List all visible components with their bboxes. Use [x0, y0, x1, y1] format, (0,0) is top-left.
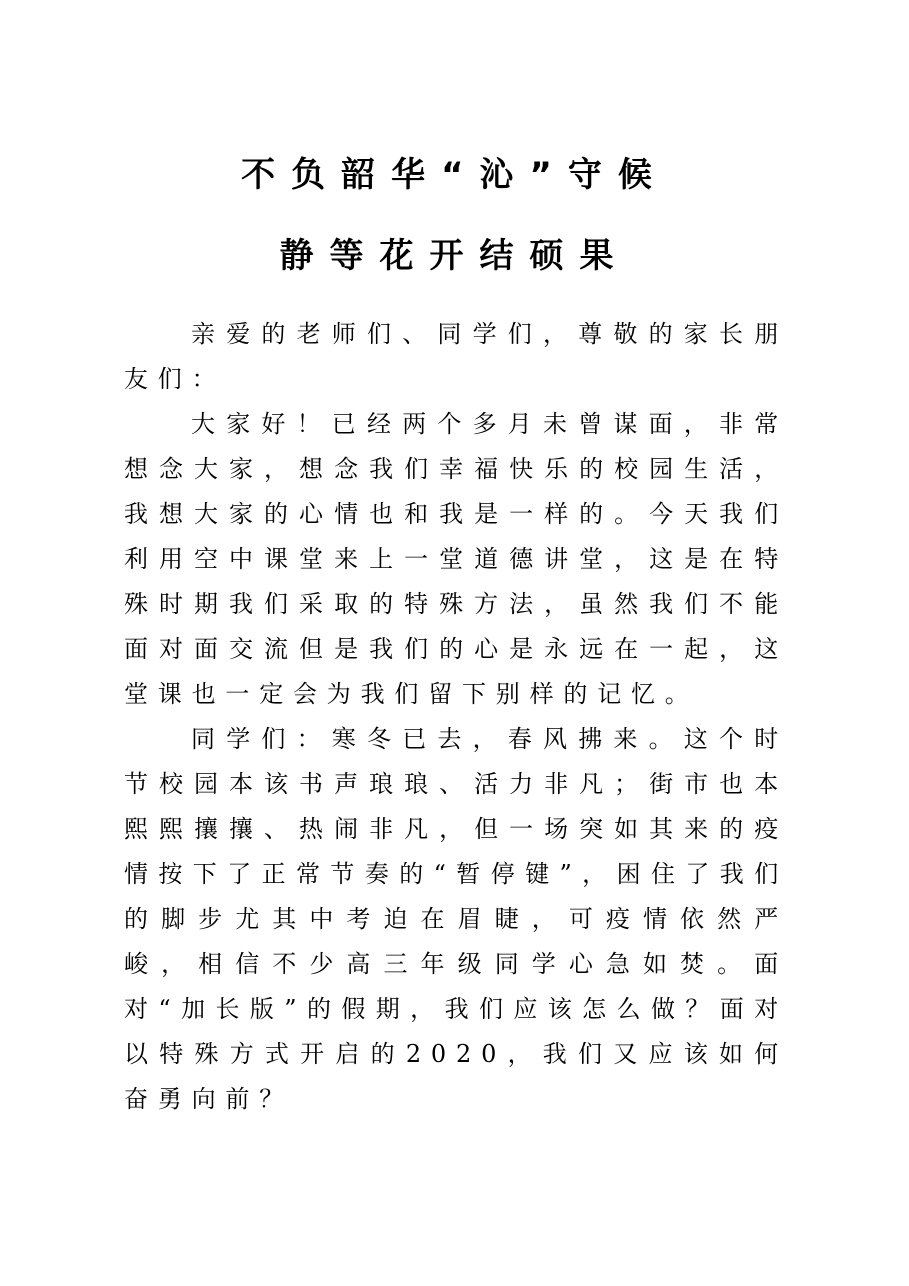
paragraph-intro: 大家好！已经两个多月未曾谋面，非常想念大家，想念我们幸福快乐的校园生活，我想大家的心情也和我是一样的。今天我们利用空中课堂来上一堂道德讲堂，这是在特殊时期我们采取的特殊方法，虽然我们不能面对面交流但是我们的心是永远在一起，这堂课也一定会为我们留下别样的记忆。 [124, 410, 788, 708]
paragraph-greeting: 亲爱的老师们、同学们，尊敬的家长朋友们： [124, 320, 788, 393]
document-title-line-1: 不负韶华“沁”守候 [241, 155, 668, 195]
document-body [124, 312, 788, 1122]
document-title-line-2: 静等花开结硕果 [279, 236, 630, 276]
paragraph-main: 同学们：寒冬已去，春风拂来。这个时节校园本该书声琅琅、活力非凡；街市也本熙熙攘攘、热闹非凡，但一场突如其来的疫情按下了正常节奏的“暂停键”，困住了我们的脚步尤其中考迫在眉睫，可疫情依然严峻，相信不少高三年级同学心急如焚。面对“加长版”的假期，我们应该怎么做？面对以特殊方式开启的2020，我们又应该如何奋勇向前？ [124, 725, 788, 1113]
